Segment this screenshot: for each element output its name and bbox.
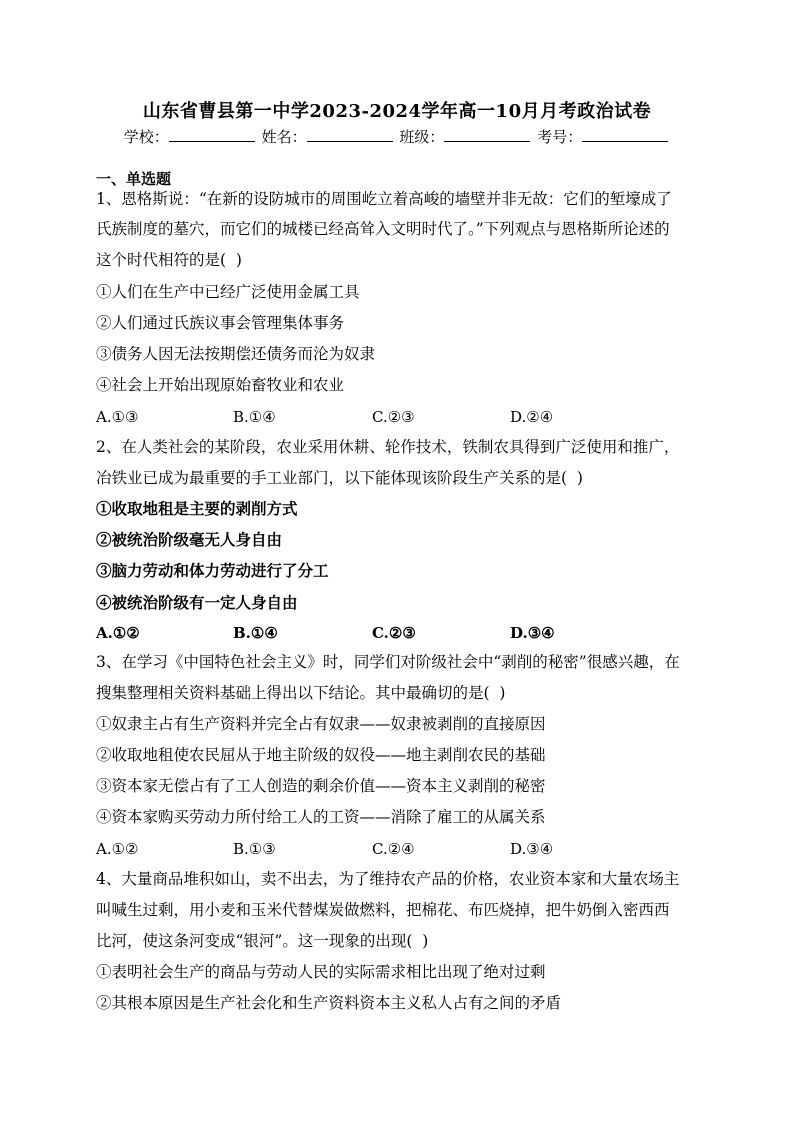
q1-statement: ①人们在生产中已经广泛使用金属工具 — [96, 283, 360, 301]
q4-stem-line: 4、大量商品堆积如山，卖不出去，为了维持农产品的价格，农业资本家和大量农场主 — [96, 870, 680, 888]
q2-statement: ②被统治阶级毫无人身自由 — [96, 530, 283, 549]
q2-statement: ④被统治阶级有一定人身自由 — [96, 593, 298, 612]
q1-stem-line: 氏族制度的墓穴，而它们的城楼已经高耸入文明时代了。”下列观点与恩格斯所论述的 — [96, 220, 670, 238]
q2-option-d[interactable]: D.③④ — [510, 624, 555, 642]
q1-stem-line: 这个时代相符的是( ) — [96, 251, 242, 269]
name-label: 姓名： — [261, 128, 307, 146]
q3-option-b[interactable]: B.①③ — [233, 840, 276, 858]
q2-option-a[interactable]: A.①② — [96, 624, 140, 642]
q3-statement: ②收取地租使农民屈从于地主阶级的奴役——地主剥削农民的基础 — [96, 746, 546, 764]
name-blank[interactable] — [307, 127, 393, 142]
q3-stem-line: 3、在学习《中国特色社会主义》时，同学们对阶级社会中“剥削的秘密”很感兴趣，在 — [96, 653, 680, 671]
q1-option-c[interactable]: C.②③ — [372, 408, 415, 426]
q3-statement: ①奴隶主占有生产资料并完全占有奴隶——奴隶被剥削的直接原因 — [96, 715, 546, 733]
q4-statement: ②其根本原因是生产社会化和生产资料资本主义私人占有之间的矛盾 — [96, 994, 562, 1012]
q4-statement: ①表明社会生产的商品与劳动人民的实际需求相比出现了绝对过剩 — [96, 963, 546, 981]
q1-statement: ③债务人因无法按期偿还债务而沦为奴隶 — [96, 345, 376, 363]
q2-statement: ①收取地租是主要的剥削方式 — [96, 499, 298, 518]
student-info-line — [0, 126, 794, 147]
q3-option-d[interactable]: D.③④ — [510, 840, 554, 858]
class-blank[interactable] — [444, 127, 530, 142]
q4-stem-line: 叫喊生过剩，用小麦和玉米代替煤炭做燃料，把棉花、布匹烧掉，把牛奶倒入密西西 — [96, 901, 670, 919]
q1-stem-line: 1、恩格斯说：“在新的设防城市的周围屹立着高峻的墙壁并非无故：它们的堑壕成了 — [96, 190, 672, 208]
q1-statement: ②人们通过氏族议事会管理集体事务 — [96, 314, 345, 332]
q1-statement: ④社会上开始出现原始畜牧业和农业 — [96, 376, 345, 394]
school-label: 学校： — [123, 128, 169, 146]
q3-stem-line: 搜集整理相关资料基础上得出以下结论。其中最确切的是( ) — [96, 684, 506, 702]
q3-statement: ④资本家购买劳动力所付给工人的工资——消除了雇工的从属关系 — [96, 808, 546, 826]
q3-option-c[interactable]: C.②④ — [372, 840, 415, 858]
q3-option-a[interactable]: A.①② — [96, 840, 139, 858]
exam-number-label: 考号： — [537, 128, 583, 146]
q2-option-c[interactable]: C.②③ — [372, 624, 416, 642]
school-blank[interactable] — [169, 127, 255, 142]
exam-number-blank[interactable] — [582, 127, 668, 142]
q1-option-d[interactable]: D.②④ — [510, 408, 554, 426]
q2-option-b[interactable]: B.①④ — [233, 624, 278, 642]
q2-statement: ③脑力劳动和体力劳动进行了分工 — [96, 561, 329, 580]
section-heading: 一、单选题 — [96, 170, 172, 188]
q2-stem-line: 2、在人类社会的某阶段，农业采用休耕、轮作技术，铁制农具得到广泛使用和推广， — [96, 438, 680, 456]
class-label: 班级： — [399, 128, 445, 146]
exam-title: 山东省曹县第一中学2023-2024学年高一10月月考政治试卷 — [142, 101, 652, 122]
q3-statement: ③资本家无偿占有了工人创造的剩余价值——资本主义剥削的秘密 — [96, 777, 546, 795]
q4-stem-line: 比河，使这条河变成“银河”。这一现象的出现( ) — [96, 932, 429, 950]
q1-option-b[interactable]: B.①④ — [233, 408, 276, 426]
q1-option-a[interactable]: A.①③ — [96, 408, 139, 426]
q2-stem-line: 冶铁业已成为最重要的手工业部门，以下能体现该阶段生产关系的是( ) — [96, 469, 583, 487]
